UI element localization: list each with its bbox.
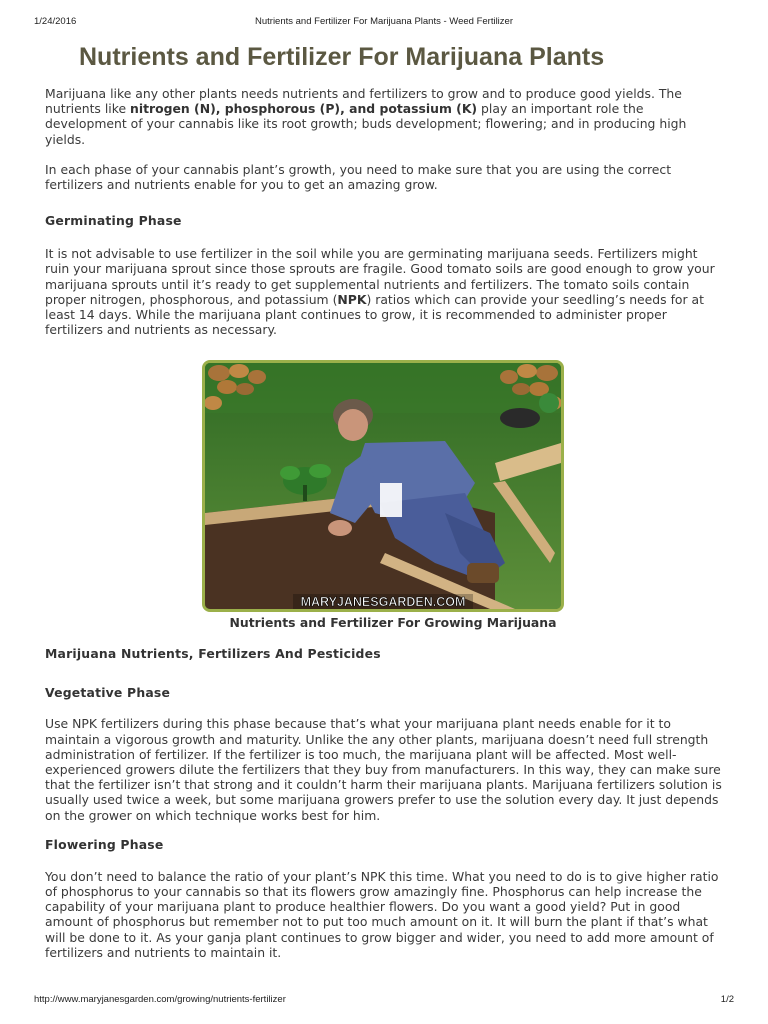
print-page-title: Nutrients and Fertilizer For Marijuana Plants - Weed Fertilizer — [255, 16, 513, 27]
vegetative-paragraph: Use NPK fertilizers during this phase because that’s what your marijuana plant needs enable for it to maintain a vigorous growth and maturity. Unlike the any other plants, marijuana doesn’t need full strength administration of fertilizer. If the fertilizer is too much, the marijuana plant will be affected. Most well-experienced growers dilute the fertilizers that they buy from manufacturers. In this way, they can make sure that the fertilizer isn’t that strong and it couldn’t harm their marijuana plants. Marijuana fertilizers solution is usually used twice a week, but some marijuana growers prefer to use the solution every day. It just depends on the grower on which technique works best for him. — [45, 716, 722, 823]
article-title: Nutrients and Fertilizer For Marijuana Plants — [79, 43, 605, 71]
photo-watermark: MARYJANESGARDEN.COM — [300, 595, 466, 610]
flowering-heading: Flowering Phase — [45, 836, 164, 852]
gardener-illustration — [205, 363, 561, 609]
nutrients-link-heading[interactable]: Marijuana Nutrients, Fertilizers And Pesticides — [45, 646, 381, 662]
article — [45, 40, 723, 960]
npk-bold: NPK — [337, 291, 367, 307]
germinating-paragraph: It is not advisable to use fertilizer in the soil while you are germinating marijuana seeds. Fertilizers might ruin your marijuana sprout since those sprouts are fragile. Good tomato soils are good enough to grow your marijuana sprouts until it’s ready to get supplemental nutrients and fertilizers. The tomato soils contain proper nitrogen, phosphorous, and potassium (NPK) ratios which can provide your seedling’s needs for at least 14 days. While the marijuana plant continues to grow, it is recommended to administer proper fertilizers and nutrients as necessary. — [45, 246, 715, 338]
intro-paragraph: Marijuana like any other plants needs nutrients and fertilizers to grow and to produce good yields. The nutrients like nitrogen (N), phosphorous (P), and potassium (K) play an important role the development of your cannabis like its root growth; buds development; flowering; and in producing high yields. — [45, 86, 687, 147]
npk-emphasis: nitrogen (N), phosphorous (P), and potassium (K) — [130, 101, 478, 117]
vegetative-heading: Vegetative Phase — [45, 685, 171, 701]
gardener-photo — [202, 360, 564, 612]
print-date: 1/24/2016 — [34, 16, 77, 27]
intro-paragraph-2: In each phase of your cannabis plant’s growth, you need to make sure that you are using the correct fertilizers and nutrients enable for you to get an amazing grow. — [45, 161, 672, 193]
print-header — [34, 16, 734, 30]
germinating-heading: Germinating Phase — [45, 213, 182, 229]
print-footer — [34, 994, 734, 1008]
page-number: 1/2 — [720, 994, 734, 1005]
flowering-paragraph: You don’t need to balance the ratio of your plant’s NPK this time. What you need to do is to give higher ratio of phosphorus to your cannabis so that its flowers grow amazingly fine. Phosphorus can help increase the capability of your marijuana plant to produce healthier flowers. Do you want a good yield? Put in good amount of phosphorus but remember not to put too much amount on it. It will burn the plant if that’s what will be done to it. As your ganja plant continues to grow bigger and wider, you need to add more amount of fertilizers and nutrients to maintain it. — [45, 868, 719, 960]
print-url: http://www.maryjanesgarden.com/growing/nutrients-fertilizer — [34, 994, 286, 1005]
photo-caption: Nutrients and Fertilizer For Growing Marijuana — [229, 615, 557, 631]
